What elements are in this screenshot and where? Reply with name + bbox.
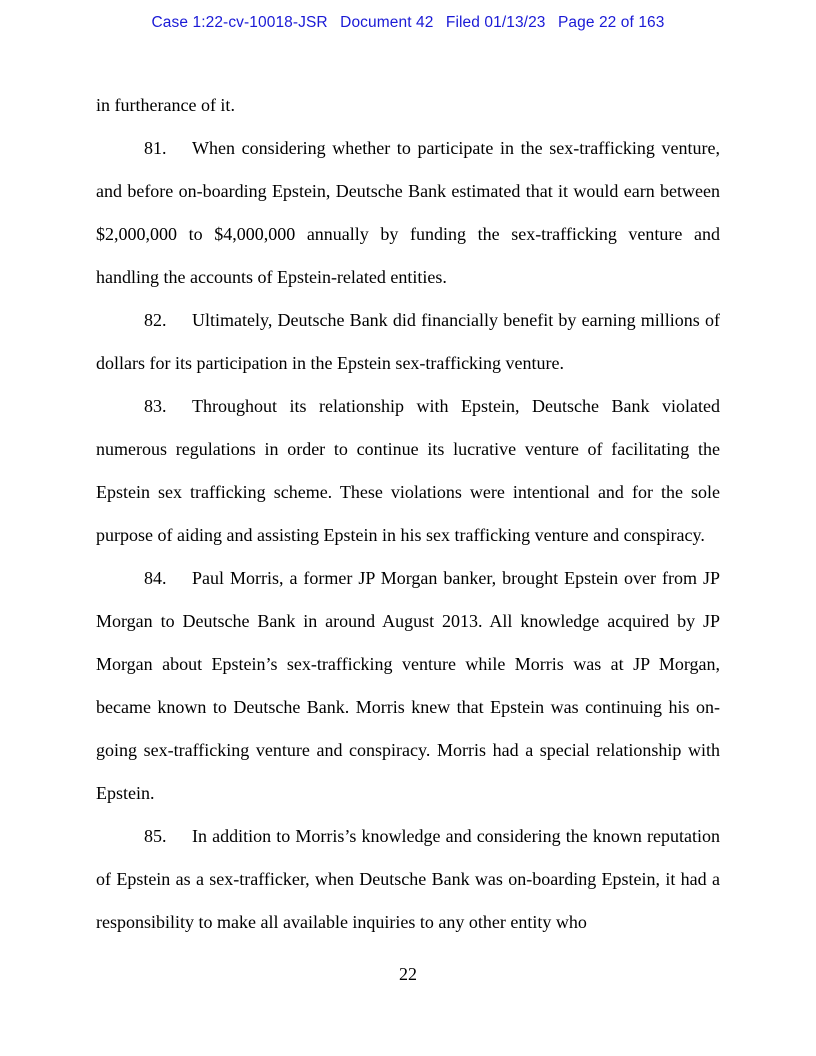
- paragraph-83: [96, 385, 720, 557]
- continuation-text: in furtherance of it.: [96, 95, 235, 115]
- paragraph-81: [96, 127, 720, 299]
- filed-date: Filed 01/13/23: [445, 14, 546, 31]
- paragraph-text: When considering whether to participate in the sex-trafficking venture, and before on-boarding Epstein, Deutsche Bank estimated that it would earn between $2,000,000 to $4,000,000 annually by funding the sex-trafficking venture and handling the accounts of Epstein-related entities.: [96, 138, 720, 287]
- paragraph-text: Ultimately, Deutsche Bank did financially benefit by earning millions of dollars for its participation in the Epstein sex-trafficking venture.: [96, 310, 720, 373]
- ecf-header: [0, 14, 816, 32]
- document-body: [96, 84, 720, 944]
- document-number: Document 42: [340, 14, 434, 31]
- paragraph-text: Paul Morris, a former JP Morgan banker, brought Epstein over from JP Morgan to Deutsche Bank in around August 2013. All knowledge acquired by JP Morgan about Epstein’s sex-trafficking venture while Morris was at JP Morgan, became known to Deutsche Bank. Morris knew that Epstein was continuing his on-going sex-trafficking venture and conspiracy. Morris had a special relationship with Epstein.: [96, 568, 720, 803]
- paragraph-number: 85.: [144, 826, 167, 846]
- paragraph-number: 84.: [144, 568, 167, 588]
- paragraph-text: Throughout its relationship with Epstein, Deutsche Bank violated numerous regulations in order to continue its lucrative venture of facilitating the Epstein sex trafficking scheme. These violations were intentional and for the sole purpose of aiding and assisting Epstein in his sex trafficking venture and conspiracy.: [96, 396, 720, 545]
- paragraph-84: [96, 557, 720, 815]
- paragraph-85: [96, 815, 720, 944]
- page-number: 22: [399, 964, 417, 984]
- paragraph-number: 83.: [144, 396, 167, 416]
- paragraph-text: In addition to Morris’s knowledge and considering the known reputation of Epstein as a sex-trafficker, when Deutsche Bank was on-boarding Epstein, it had a responsibility to make all available inquiries to any other entity who: [96, 826, 720, 932]
- paragraph-number: 81.: [144, 138, 167, 158]
- case-number: Case 1:22-cv-10018-JSR: [151, 14, 328, 31]
- page-of-total: Page 22 of 163: [557, 14, 665, 31]
- paragraph-number: 82.: [144, 310, 167, 330]
- paragraph-82: [96, 299, 720, 385]
